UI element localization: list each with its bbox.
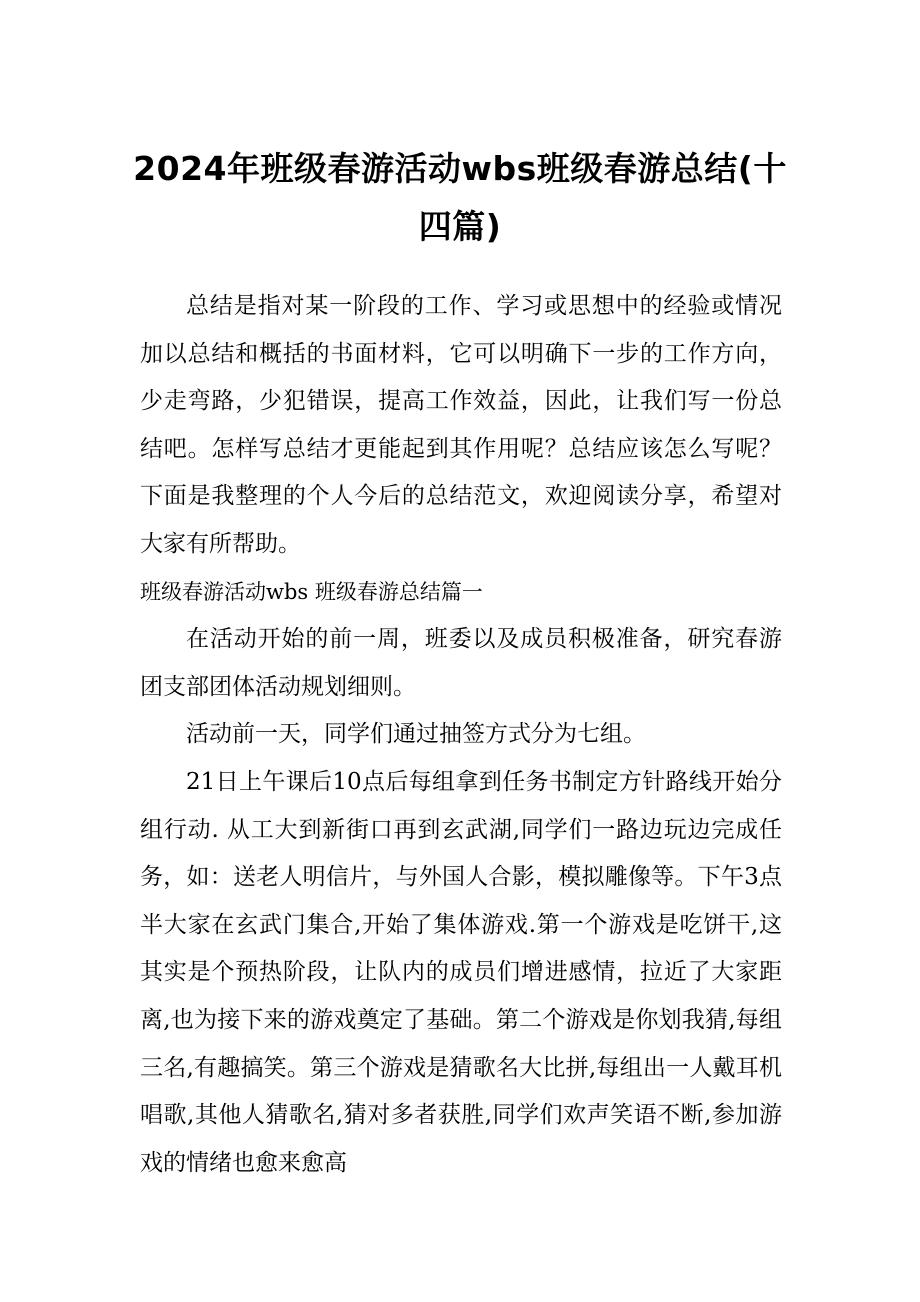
intro-paragraph: 总结是指对某一阶段的工作、学习或思想中的经验或情况加以总结和概括的书面材料，它可以明确下一步的工作方向，少走弯路，少犯错误，提高工作效益，因此，让我们写一份总结吧。怎样写总结才更能起到其作用呢？总结应该怎么写呢？下面是我整理的个人今后的总结范文，欢迎阅读分享，希望对大家有所帮助。: [140, 293, 782, 557]
body-paragraph-activities: 21日上午课后10点后每组拿到任务书制定方针路线开始分组行动. 从工大到新街口再到玄武湖,同学们一路边玩边完成任务，如：送老人明信片，与外国人合影，模拟雕像等。下午3点半大家在玄武门集合,开始了集体游戏.第一个游戏是吃饼干,这其实是个预热阶段，让队内的成员们增进感情，拉近了大家距离,也为接下来的游戏奠定了基础。第二个游戏是你划我猜,每组三名,有趣搞笑。第三个游戏是猜歌名大比拼,每组出一人戴耳机唱歌,其他人猜歌名,猜对多者获胜,同学们欢声笑语不断,参加游戏的情绪也愈来愈高: [140, 768, 782, 1176]
document-title: 2024年班级春游活动wbs班级春游总结(十四篇): [133, 149, 787, 246]
body-paragraph-grouping: 活动前一天，同学们通过抽签方式分为七组。: [186, 721, 646, 748]
document-body: [140, 283, 782, 1187]
section-heading: 班级春游活动wbs 班级春游总结篇一: [140, 579, 483, 604]
body-paragraph-preparation: 在活动开始的前一周，班委以及成员积极准备，研究春游团支部团体活动规划细则。: [140, 626, 782, 700]
